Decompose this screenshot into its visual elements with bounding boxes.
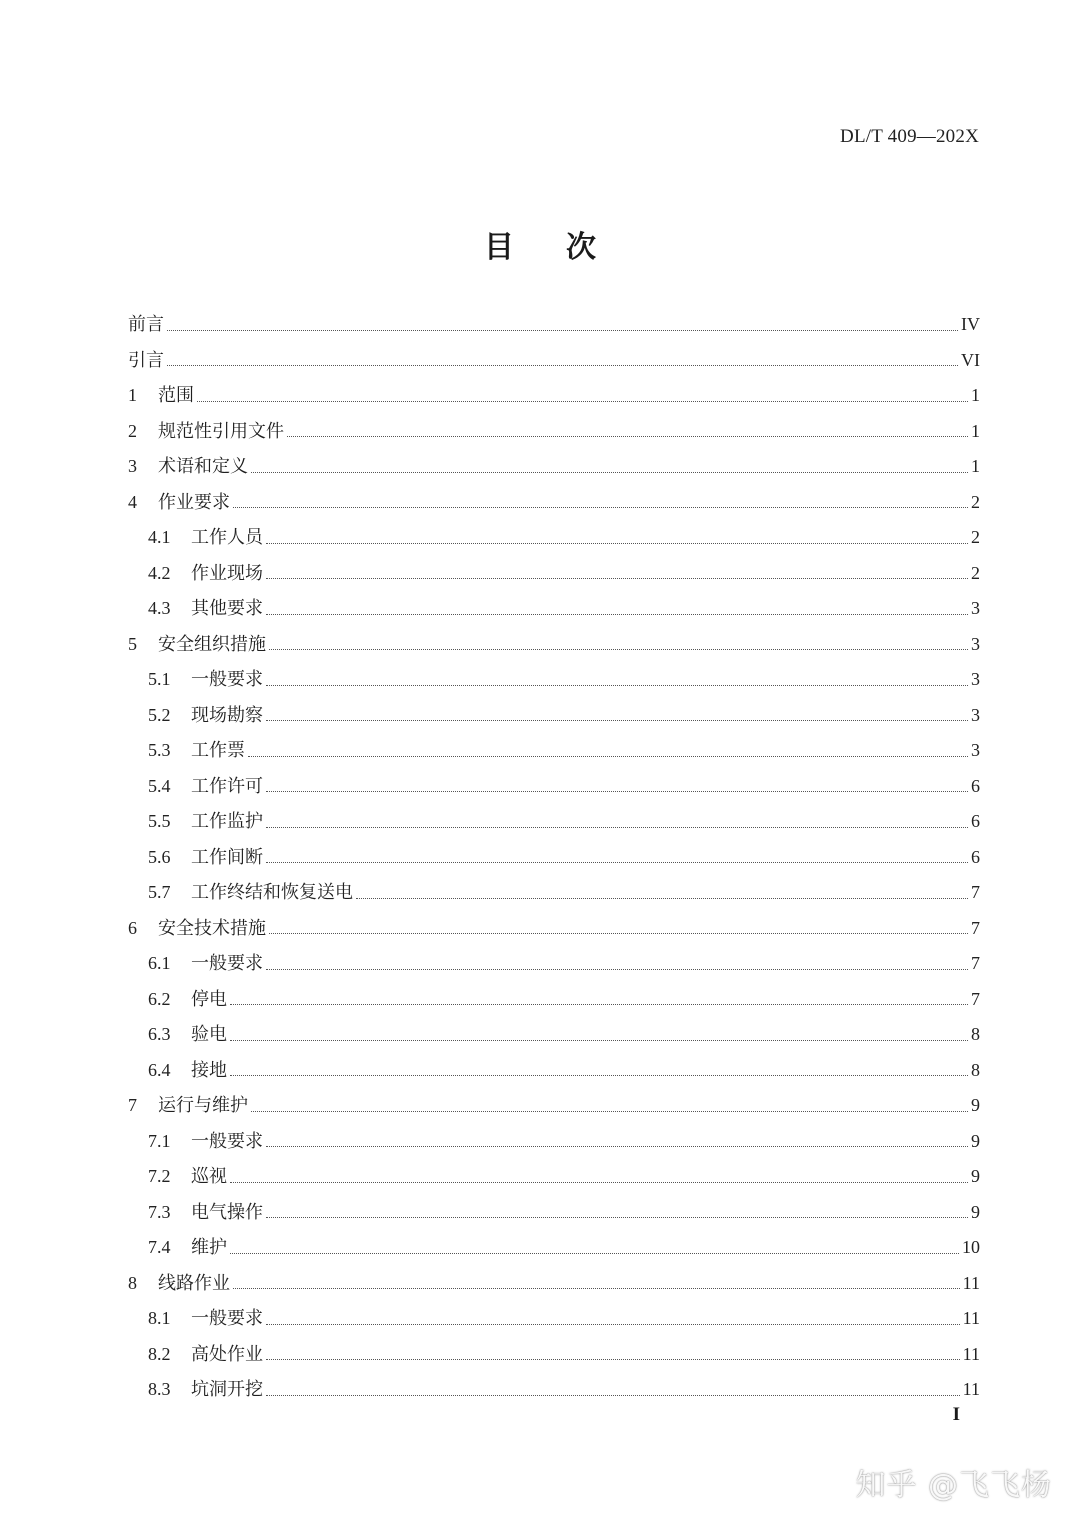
toc-dot-leader [266, 613, 968, 615]
toc-dot-leader [230, 1003, 968, 1005]
toc-entry-number: 5.4 [148, 775, 171, 796]
toc-dot-leader [287, 435, 968, 437]
toc-dot-leader [266, 968, 968, 970]
toc-entry-page: 7 [971, 988, 980, 1009]
toc-dot-leader [197, 400, 968, 402]
toc-entry-number: 8.2 [148, 1343, 171, 1364]
toc-entry-number: 5.2 [148, 704, 171, 725]
toc-entry-number: 5.3 [148, 740, 171, 760]
toc-entry-page: 11 [962, 1308, 980, 1328]
toc-entry-page: 3 [971, 704, 980, 725]
toc-entry-number: 4.1 [148, 527, 171, 547]
toc-entry[interactable] [128, 485, 980, 521]
toc-entry[interactable] [128, 662, 980, 698]
toc-entry[interactable] [128, 520, 980, 556]
toc-entry[interactable] [128, 1053, 980, 1089]
toc-entry-page: 8 [971, 1024, 980, 1044]
toc-entry-page: IV [961, 314, 980, 334]
toc-entry-title: 高处作业 [191, 1343, 263, 1365]
toc-entry-title: 验电 [191, 1024, 227, 1045]
toc-dot-leader [266, 542, 968, 544]
toc-entry[interactable] [128, 449, 980, 485]
toc-entry-page: 9 [971, 1095, 980, 1115]
toc-dot-leader [230, 1039, 968, 1041]
toc-entry-number: 6.3 [148, 1024, 171, 1044]
toc-entry-title: 作业要求 [158, 491, 230, 513]
toc-entry-title: 引言 [128, 349, 164, 371]
toc-dot-leader [266, 826, 968, 828]
toc-entry-page: 10 [962, 1237, 980, 1257]
toc-entry-number: 5.1 [148, 669, 171, 689]
toc-entry[interactable] [128, 343, 980, 379]
toc-dot-leader [251, 1110, 968, 1112]
toc-dot-leader [167, 329, 958, 331]
toc-entry-page: 1 [971, 420, 980, 441]
toc-dot-leader [269, 932, 968, 934]
toc-entry-number: 6.4 [148, 1059, 171, 1080]
toc-entry-page: VI [961, 349, 980, 370]
page-number: I [952, 1404, 960, 1425]
toc-entry-page: 6 [971, 811, 980, 831]
toc-entry-title: 现场勘察 [191, 704, 263, 726]
toc-entry[interactable] [128, 1088, 980, 1124]
toc-dot-leader [167, 364, 958, 366]
toc-dot-leader [269, 648, 968, 650]
toc-entry[interactable] [128, 1195, 980, 1231]
toc-entry-page: 9 [971, 1201, 980, 1222]
toc-entry-number: 6.1 [148, 953, 171, 973]
toc-dot-leader [230, 1252, 959, 1254]
toc-entry-number: 5.5 [148, 811, 171, 831]
toc-entry[interactable] [128, 1372, 980, 1408]
toc-entry-title: 安全技术措施 [158, 917, 266, 939]
toc-entry[interactable] [128, 875, 980, 911]
toc-entry-title: 一般要求 [191, 1130, 263, 1152]
toc-entry-title: 接地 [191, 1059, 227, 1081]
table-of-contents [128, 307, 980, 1408]
toc-entry-title: 停电 [191, 988, 227, 1010]
toc-entry-page: 9 [971, 1166, 980, 1186]
toc-entry[interactable] [128, 1159, 980, 1195]
toc-entry-page: 7 [971, 917, 980, 938]
toc-entry-page: 2 [971, 562, 980, 583]
toc-entry-page: 2 [971, 527, 980, 547]
toc-entry-title: 前言 [128, 314, 164, 335]
toc-entry-title: 一般要求 [191, 1308, 263, 1329]
toc-entry-number: 8.3 [148, 1379, 171, 1399]
toc-entry[interactable] [128, 1266, 980, 1302]
document-code: DL/T 409—202X [840, 126, 979, 147]
toc-entry[interactable] [128, 698, 980, 734]
toc-entry-title: 工作许可 [191, 775, 263, 797]
toc-entry-number: 6 [128, 917, 137, 938]
toc-entry-title: 工作人员 [191, 527, 263, 548]
toc-entry[interactable] [128, 1124, 980, 1160]
toc-entry[interactable] [128, 733, 980, 769]
toc-entry-title: 坑洞开挖 [191, 1379, 263, 1400]
toc-dot-leader [356, 897, 968, 899]
toc-entry-page: 2 [971, 491, 980, 512]
toc-entry-number: 3 [128, 456, 137, 476]
watermark: 知乎 @飞飞杨 [855, 1468, 1052, 1503]
toc-entry-page: 11 [962, 1272, 980, 1293]
toc-dot-leader [266, 684, 968, 686]
toc-dot-leader [233, 506, 968, 508]
toc-entry[interactable] [128, 307, 980, 343]
toc-entry-page: 1 [971, 385, 980, 405]
toc-dot-leader [233, 1287, 960, 1289]
toc-entry-title: 工作终结和恢复送电 [191, 882, 353, 903]
toc-entry-page: 7 [971, 953, 980, 973]
toc-entry-number: 6.2 [148, 988, 171, 1009]
toc-entry-title: 巡视 [191, 1166, 227, 1187]
toc-dot-leader [266, 1394, 960, 1396]
toc-entry-title: 范围 [158, 385, 194, 406]
toc-entry-number: 4.2 [148, 562, 171, 583]
toc-entry[interactable] [128, 414, 980, 450]
toc-entry-title: 一般要求 [191, 669, 263, 690]
toc-dot-leader [266, 1358, 960, 1360]
toc-dot-leader [230, 1181, 968, 1183]
toc-entry-number: 1 [128, 385, 137, 405]
toc-entry-page: 1 [971, 456, 980, 476]
toc-entry-title: 运行与维护 [158, 1095, 248, 1116]
toc-entry-page: 3 [971, 633, 980, 654]
toc-entry-title: 其他要求 [191, 598, 263, 619]
toc-entry-page: 6 [971, 775, 980, 796]
toc-entry-number: 5 [128, 633, 137, 654]
toc-entry[interactable] [128, 1337, 980, 1373]
toc-entry-title: 工作监护 [191, 811, 263, 832]
toc-entry-number: 7.1 [148, 1130, 171, 1151]
toc-entry[interactable] [128, 804, 980, 840]
toc-entry[interactable] [128, 1230, 980, 1266]
toc-entry[interactable] [128, 627, 980, 663]
toc-entry[interactable] [128, 556, 980, 592]
toc-entry-number: 8.1 [148, 1308, 171, 1328]
toc-entry[interactable] [128, 946, 980, 982]
toc-entry[interactable] [128, 591, 980, 627]
toc-entry-page: 3 [971, 669, 980, 689]
toc-entry[interactable] [128, 769, 980, 805]
toc-entry-page: 3 [971, 598, 980, 618]
toc-entry-title: 安全组织措施 [158, 633, 266, 655]
toc-entry-number: 5.7 [148, 882, 171, 902]
toc-entry-title: 作业现场 [191, 562, 263, 584]
toc-entry[interactable] [128, 840, 980, 876]
toc-entry-page: 7 [971, 882, 980, 902]
toc-entry-page: 9 [971, 1130, 980, 1151]
toc-dot-leader [266, 790, 968, 792]
toc-entry-number: 7.4 [148, 1237, 171, 1257]
toc-entry-title: 术语和定义 [158, 456, 248, 477]
toc-entry[interactable] [128, 982, 980, 1018]
toc-entry-title: 一般要求 [191, 953, 263, 974]
toc-entry-number: 8 [128, 1272, 137, 1293]
toc-entry-page: 11 [962, 1379, 980, 1399]
toc-dot-leader [266, 719, 968, 721]
toc-entry-number: 5.6 [148, 846, 171, 867]
toc-dot-leader [266, 1145, 968, 1147]
toc-entry-page: 6 [971, 846, 980, 867]
toc-entry-title: 工作间断 [191, 846, 263, 868]
toc-entry-title: 工作票 [191, 740, 245, 761]
toc-entry[interactable] [128, 378, 980, 414]
toc-dot-leader [251, 471, 968, 473]
toc-entry-number: 7 [128, 1095, 137, 1115]
toc-entry-title: 维护 [191, 1237, 227, 1258]
toc-dot-leader [266, 577, 968, 579]
toc-entry-page: 8 [971, 1059, 980, 1080]
toc-entry-title: 规范性引用文件 [158, 420, 284, 442]
toc-entry-number: 7.3 [148, 1201, 171, 1222]
toc-entry-title: 线路作业 [158, 1272, 230, 1294]
toc-entry-number: 2 [128, 420, 137, 441]
toc-entry-title: 电气操作 [191, 1201, 263, 1223]
toc-entry[interactable] [128, 1301, 980, 1337]
toc-entry-page: 11 [962, 1343, 980, 1364]
toc-entry[interactable] [128, 911, 980, 947]
toc-dot-leader [266, 861, 968, 863]
toc-dot-leader [266, 1323, 960, 1325]
toc-dot-leader [248, 755, 968, 757]
page-title: 目次 [484, 230, 648, 265]
toc-dot-leader [230, 1074, 968, 1076]
toc-entry-number: 7.2 [148, 1166, 171, 1186]
toc-entry-number: 4.3 [148, 598, 171, 618]
toc-dot-leader [266, 1216, 968, 1218]
toc-entry-page: 3 [971, 740, 980, 760]
toc-entry[interactable] [128, 1017, 980, 1053]
toc-entry-number: 4 [128, 491, 137, 512]
